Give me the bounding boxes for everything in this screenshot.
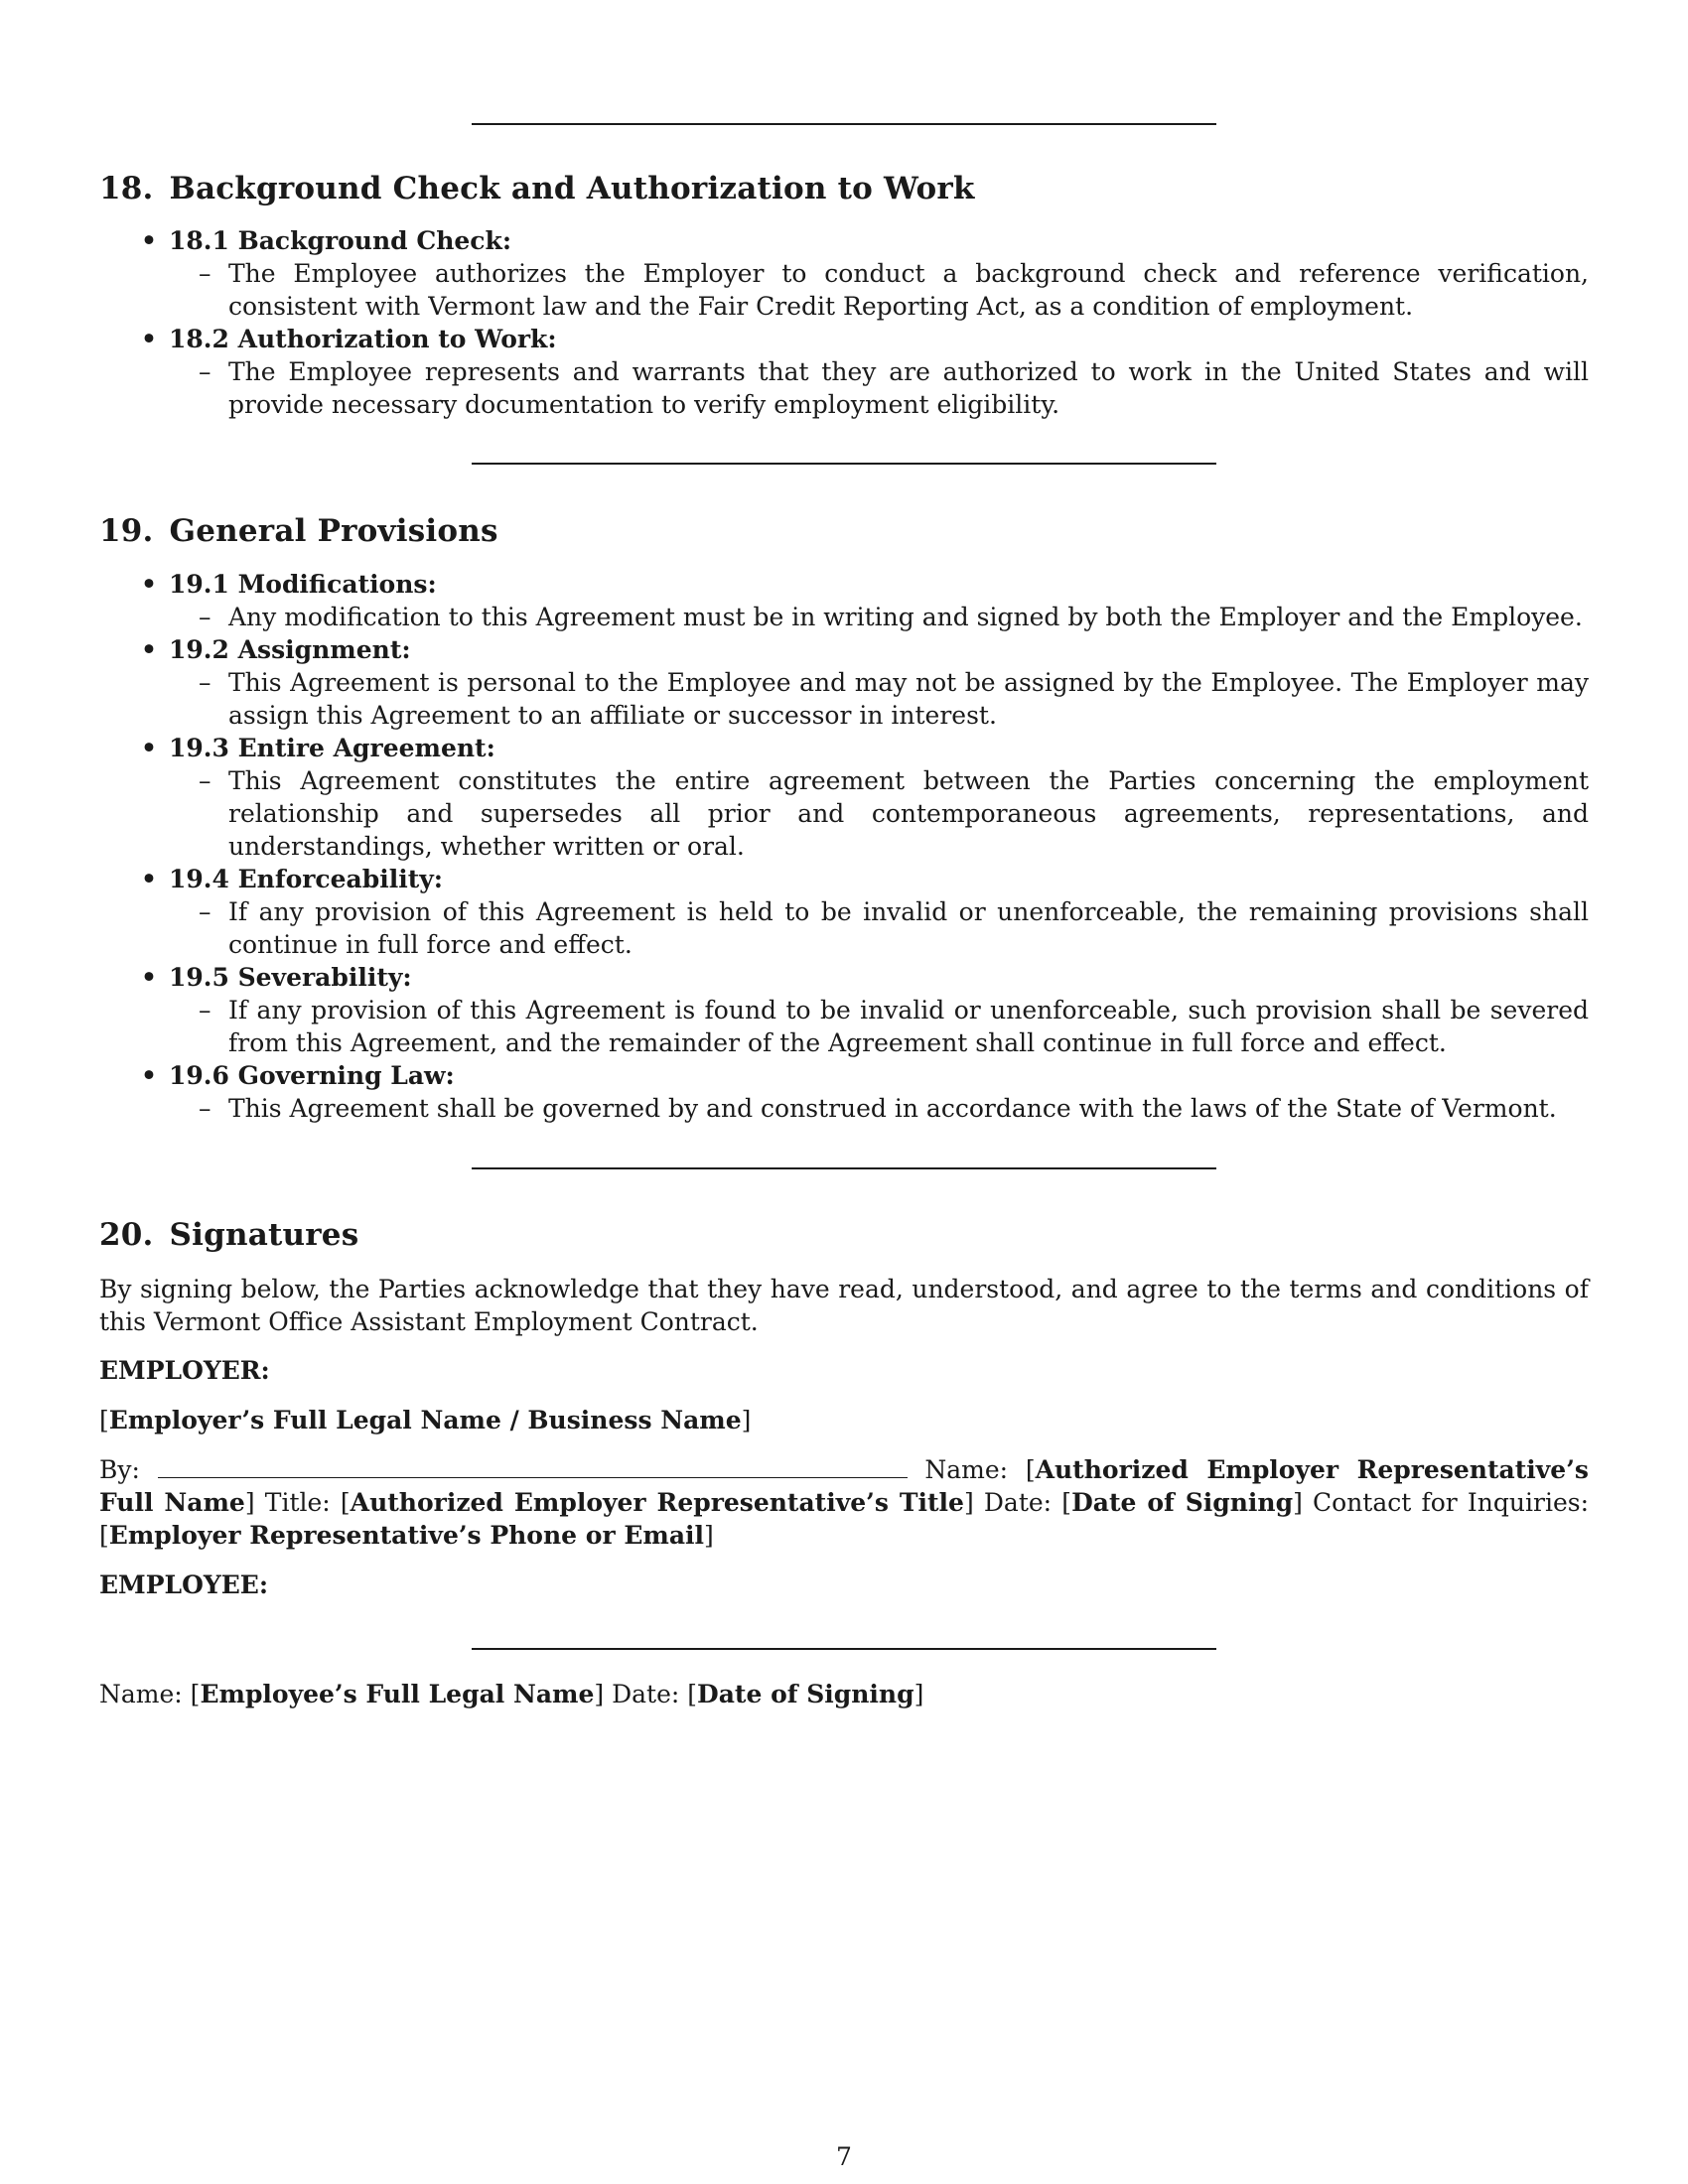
section-heading-18 [99, 171, 975, 206]
rep-name-placeholder: Authorized Employer Representative’s Full Name [99, 1455, 1589, 1517]
bullet-icon: • [141, 570, 157, 599]
section-title: Signatures [169, 1217, 359, 1253]
sub-item [99, 764, 1589, 863]
bullet-icon: • [141, 865, 157, 893]
bullet-icon: • [141, 1061, 157, 1090]
bullet-icon: • [141, 325, 157, 353]
sub-item [99, 666, 1589, 732]
section-heading-20 [99, 1217, 358, 1253]
dash-icon: – [199, 668, 211, 697]
item-heading: 19.5 Severability: [169, 963, 412, 992]
list-item [99, 323, 1589, 355]
employee-label: EMPLOYEE: [99, 1570, 269, 1599]
bracket: [ [99, 1406, 109, 1434]
item-heading: 18.1 Background Check: [169, 226, 512, 255]
horizontal-rule [472, 123, 1216, 125]
horizontal-rule [472, 463, 1216, 465]
list-item [99, 224, 1589, 257]
horizontal-rule [472, 1167, 1216, 1169]
bracket: ] [594, 1680, 605, 1708]
sub-item [99, 895, 1589, 961]
employee-signature-line [472, 1648, 1216, 1650]
date-placeholder: Date of Signing [1071, 1488, 1294, 1517]
list-item [99, 568, 1589, 601]
item-heading: 19.2 Assignment: [169, 635, 411, 664]
sub-item-text: The Employee authorizes the Employer to conduct a background check and reference verification, consistent with Vermont law and the Fair Credit Reporting Act, as a condition of employment. [228, 259, 1589, 321]
section-18-list [99, 224, 1589, 421]
section-number: 20. [99, 1217, 154, 1253]
dash-icon: – [199, 1094, 211, 1123]
date-label: Date: [983, 1488, 1053, 1517]
contact-placeholder: Employer Representative’s Phone or Email [108, 1521, 705, 1550]
bullet-icon: • [141, 963, 157, 992]
section-heading-19 [99, 513, 498, 549]
sub-item-text: Any modification to this Agreement must be in writing and signed by both the Employer and the Employee. [228, 603, 1583, 631]
list-item [99, 1059, 1589, 1092]
employer-signature-block [99, 1453, 1589, 1552]
employer-signature-line [158, 1455, 908, 1478]
sub-item-text: This Agreement constitutes the entire agreement between the Parties concerning the employment relationship and supersedes all prior and contemporaneous agreements, representations, and understandings, whether written or oral. [228, 766, 1589, 861]
bullet-icon: • [141, 226, 157, 255]
section-number: 19. [99, 513, 154, 549]
sub-item-text: This Agreement is personal to the Employee and may not be assigned by the Employee. The Employer may assign this Agreement to an affiliate or successor in interest. [228, 668, 1589, 730]
sub-item [99, 257, 1589, 323]
bracket: ] [244, 1488, 255, 1517]
item-heading: 18.2 Authorization to Work: [169, 325, 557, 353]
sub-item [99, 601, 1589, 633]
bracket: ] [741, 1406, 752, 1434]
item-heading: 19.6 Governing Law: [169, 1061, 455, 1090]
section-title: General Provisions [169, 513, 498, 549]
by-label: By: [99, 1455, 140, 1484]
dash-icon: – [199, 259, 211, 288]
employee-date-label: Date: [612, 1680, 680, 1708]
employer-name-placeholder: Employer’s Full Legal Name / Business Name [108, 1406, 742, 1434]
bracket: [ [99, 1521, 109, 1550]
bracket: ] [914, 1680, 924, 1708]
title-label: Title: [264, 1488, 331, 1517]
section-number: 18. [99, 171, 154, 206]
employee-date-placeholder: Date of Signing [697, 1680, 914, 1708]
bracket: [ [1061, 1488, 1072, 1517]
item-heading: 19.4 Enforceability: [169, 865, 444, 893]
sub-item-text: This Agreement shall be governed by and construed in accordance with the laws of the State of Vermont. [228, 1094, 1557, 1123]
sub-item-text: If any provision of this Agreement is held to be invalid or unenforceable, the remaining provisions shall continue in full force and effect. [228, 897, 1589, 959]
rep-title-placeholder: Authorized Employer Representative’s Title [350, 1488, 964, 1517]
dash-icon: – [199, 603, 211, 631]
bracket: [ [340, 1488, 351, 1517]
bracket: [ [687, 1680, 698, 1708]
sub-item [99, 994, 1589, 1059]
sub-item-text: If any provision of this Agreement is found to be invalid or unenforceable, such provision shall be severed from this Agreement, and the remainder of the Agreement shall continue in full force and effect. [228, 996, 1589, 1057]
list-item [99, 633, 1589, 666]
employer-label: EMPLOYER: [99, 1356, 270, 1385]
contact-label: Contact for Inquiries: [1313, 1488, 1590, 1517]
bullet-icon: • [141, 635, 157, 664]
page-number: 7 [836, 2142, 852, 2171]
dash-icon: – [199, 357, 211, 386]
bracket: ] [704, 1521, 714, 1550]
sub-item [99, 1092, 1589, 1125]
item-heading: 19.1 Modifications: [169, 570, 437, 599]
bracket: ] [963, 1488, 974, 1517]
item-heading: 19.3 Entire Agreement: [169, 734, 495, 762]
list-item [99, 863, 1589, 895]
dash-icon: – [199, 766, 211, 795]
employer-name-line [99, 1404, 1589, 1436]
employee-details-line [99, 1678, 1589, 1710]
list-item [99, 961, 1589, 994]
signature-intro: By signing below, the Parties acknowledge that they have read, understood, and agree to the terms and conditions of this Vermont Office Assistant Employment Contract. [99, 1275, 1589, 1336]
employee-name-label: Name: [99, 1680, 183, 1708]
bullet-icon: • [141, 734, 157, 762]
list-item [99, 732, 1589, 764]
section-title: Background Check and Authorization to Work [169, 171, 975, 206]
bracket: ] [1293, 1488, 1303, 1517]
bracket: [ [190, 1680, 201, 1708]
dash-icon: – [199, 996, 211, 1024]
sub-item [99, 355, 1589, 421]
sub-item-text: The Employee represents and warrants that they are authorized to work in the United States and will provide necessary documentation to verify employment eligibility. [228, 357, 1589, 419]
section-19-list [99, 568, 1589, 1125]
employee-name-placeholder: Employee’s Full Legal Name [200, 1680, 595, 1708]
bracket: [ [1025, 1455, 1036, 1484]
document-page [99, 0, 1589, 2184]
dash-icon: – [199, 897, 211, 926]
name-label: Name: [924, 1455, 1009, 1484]
